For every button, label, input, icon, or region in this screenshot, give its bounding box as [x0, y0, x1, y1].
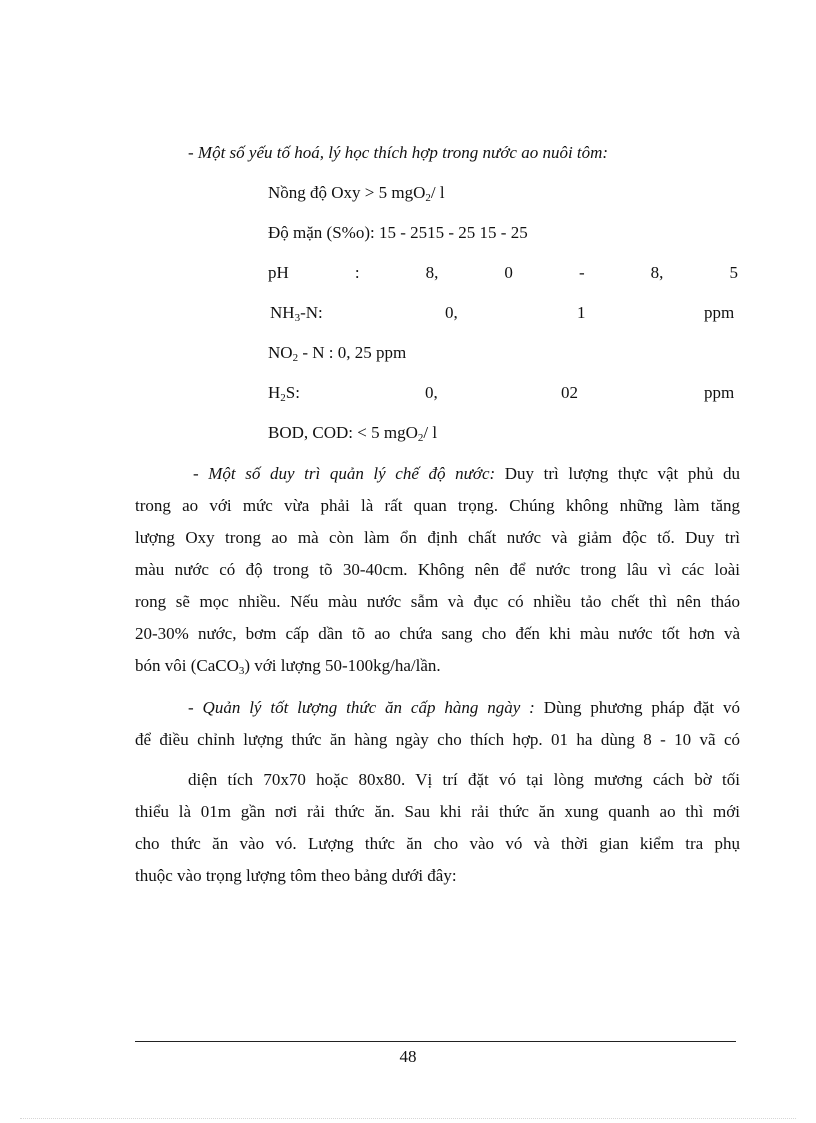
- nh3-value-int: 0,: [445, 303, 458, 322]
- feed-heading: - Quản lý tốt lượng thức ăn cấp hàng ngày :: [188, 698, 535, 717]
- ph-line: pH : 8, 0 - 8, 5: [268, 263, 738, 282]
- page-bottom-border: [20, 1118, 796, 1119]
- water-para-line-3: lượng Oxy trong ao mà còn làm ổn định chất nước và giảm độc tố. Duy trì: [135, 528, 740, 547]
- bod-cod-line: BOD, COD: < 5 mgO$_2$/ l: [268, 423, 438, 444]
- nh3-unit: ppm: [704, 303, 735, 322]
- nh3-label: $NH_3-N$:: [270, 303, 323, 324]
- water-para-line-4: màu nước có độ trong tõ 30-40cm. Không nên để nước trong lâu vì các loài: [135, 560, 740, 579]
- water-para-line-6: 20-30% nước, bơm cấp dần tõ ao chứa sang cho đến khi màu nước tốt hơn và: [135, 624, 740, 643]
- feed-para-line-6: thuộc vào trọng lượng tôm theo bảng dưới đây:: [135, 866, 457, 885]
- water-para-line-7: bón vôi (CaCO$_3$) với lượng 50-100kg/ha/lần.: [135, 656, 441, 677]
- feed-para-line-2: để điều chỉnh lượng thức ăn hàng ngày cho thích hợp. 01 ha dùng 8 - 10 vã có: [135, 730, 740, 749]
- h2s-unit: ppm: [704, 383, 735, 402]
- oxygen-line: Nồng độ Oxy > 5 mgO$_2$/ l: [268, 183, 445, 204]
- h2s-label: $H_2S$:: [268, 383, 300, 404]
- feed-para-line-3: diện tích 70x70 hoặc 80x80. Vị trí đặt vó tại lòng mương cách bờ tối: [188, 770, 740, 789]
- water-para-line-2: trong ao với mức vừa phải là rất quan trọng. Chúng không những làm tăng: [135, 496, 740, 515]
- h2s-value-int: 0,: [425, 383, 438, 402]
- nh3-value-dec: 1: [577, 303, 586, 322]
- h2s-value-dec: 02: [561, 383, 578, 402]
- chem-heading: - Một số yếu tố hoá, lý học thích hợp trong nước ao nuôi tôm:: [188, 143, 609, 162]
- page-number: 48: [399, 1047, 417, 1066]
- footer-rule: [135, 1041, 736, 1042]
- water-para-line-1: - Một số duy trì quản lý chế độ nước: Duy trì lượng thực vật phủ du: [193, 464, 740, 483]
- feed-para-line-4: thiểu là 01m gần nơi rải thức ăn. Sau khi rải thức ăn xung quanh ao thì mới: [135, 802, 740, 821]
- no2-line: $NO_2$ - N : 0, 25 ppm: [268, 343, 407, 364]
- water-para-line-5: rong sẽ mọc nhiều. Nếu màu nước sẫm và đục có nhiều tảo chết thì nên tháo: [135, 592, 740, 611]
- feed-para-line-5: cho thức ăn vào vó. Lượng thức ăn cho vào vó và thời gian kiểm tra phụ: [135, 834, 740, 853]
- water-heading: - Một số duy trì quản lý chế độ nước:: [193, 464, 496, 483]
- salinity-line: Độ mặn (S%o): 15 - 2515 - 25 15 - 25: [268, 223, 528, 242]
- feed-para-line-1: - Quản lý tốt lượng thức ăn cấp hàng ngày : Dùng phương pháp đặt vó: [188, 698, 741, 717]
